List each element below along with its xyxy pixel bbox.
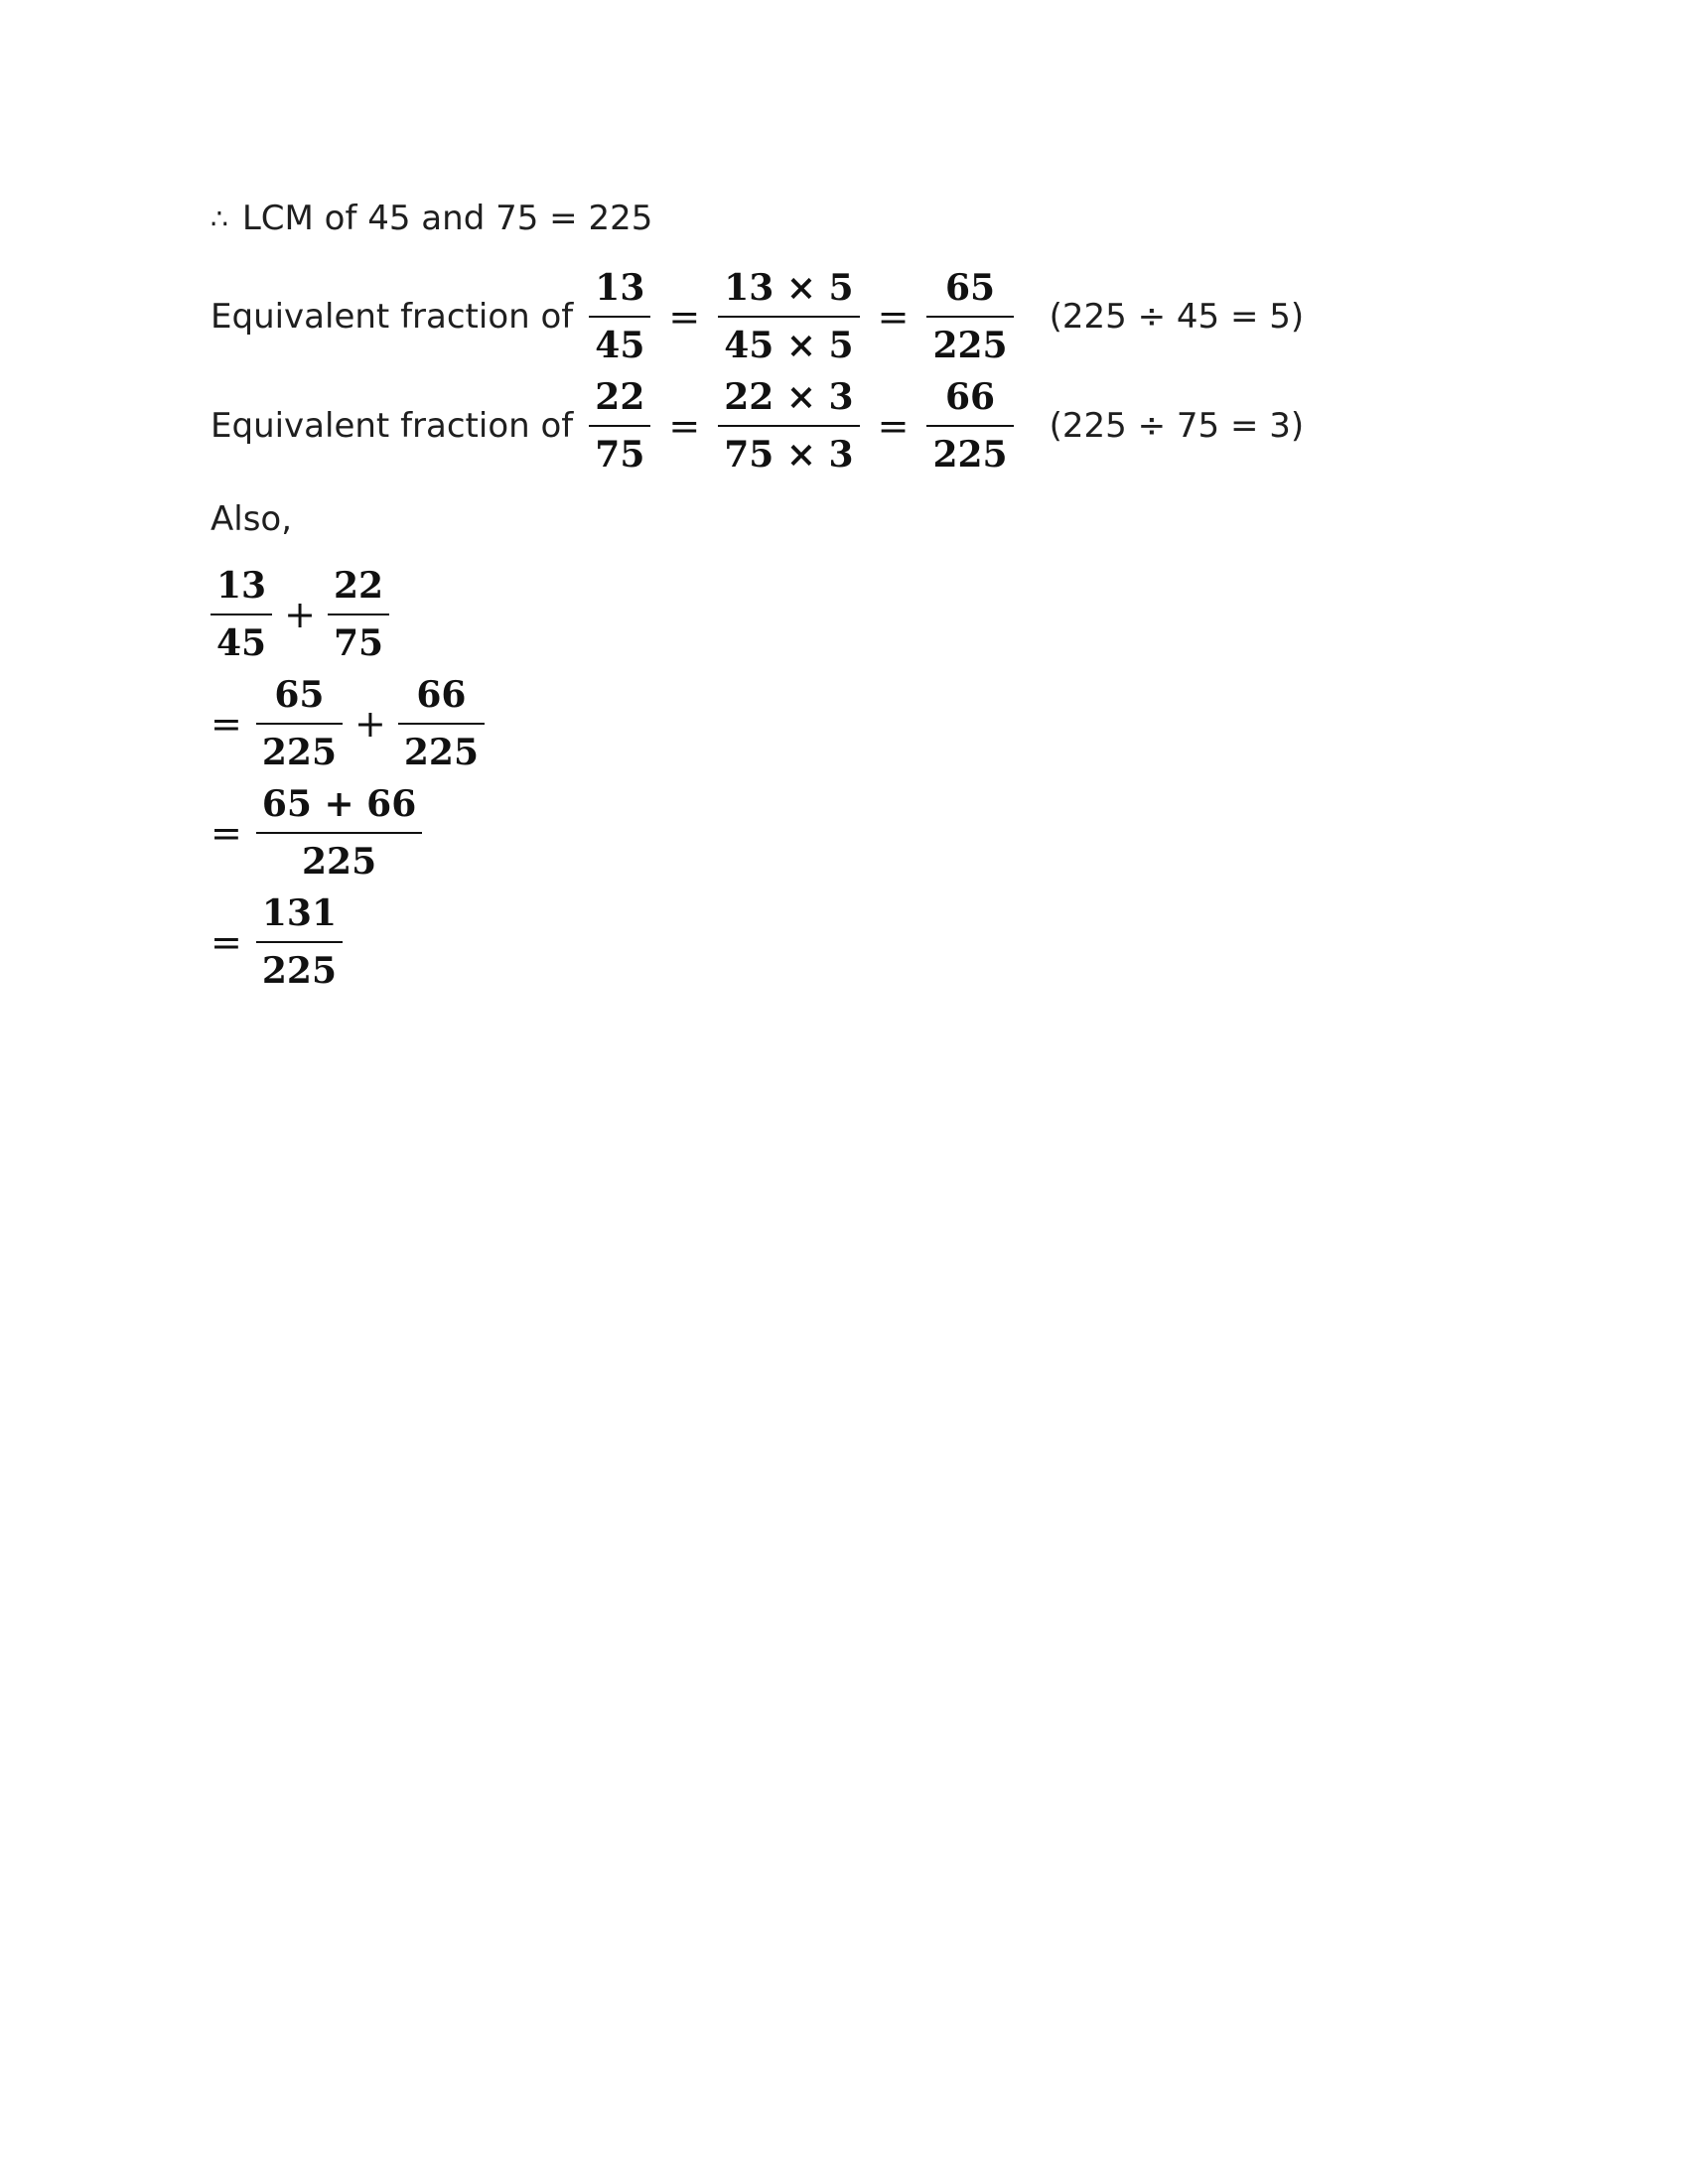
fraction-bar [926, 425, 1013, 427]
fraction-bar [589, 425, 650, 427]
numerator: 65 [944, 267, 996, 309]
numerator: 13 × 5 [724, 267, 854, 309]
numerator: 22 × 3 [724, 376, 854, 418]
also-text: Also, [211, 499, 293, 539]
numerator: 131 [261, 892, 337, 934]
denominator: 75 [333, 622, 384, 664]
lcm-text: LCM of 45 and 75 = 225 [241, 199, 653, 238]
fraction-bar [589, 316, 650, 318]
equals-sign: = [211, 920, 242, 964]
numerator: 65 [274, 674, 325, 716]
denominator: 45 × 5 [724, 325, 854, 366]
fraction-bar [398, 723, 485, 725]
fraction-bar [256, 723, 343, 725]
numerator: 13 [216, 565, 267, 607]
fraction-bar [718, 316, 859, 318]
denominator: 75 × 3 [724, 434, 854, 476]
equivalent-label: Equivalent fraction of [211, 297, 574, 337]
denominator: 225 [261, 950, 337, 992]
fraction-22-75 [589, 375, 650, 477]
fraction-bar [256, 832, 422, 834]
fraction-bar [718, 425, 859, 427]
equals-sign: = [211, 702, 242, 746]
fraction-131-225 [256, 891, 343, 993]
fraction-65-225 [256, 673, 343, 774]
fraction-13-45 [589, 266, 650, 367]
equals-sign: = [877, 295, 910, 339]
equals-sign: = [877, 404, 910, 448]
equals-sign: = [668, 295, 701, 339]
fraction-13x5-45x5 [718, 266, 859, 367]
numerator: 22 [333, 565, 384, 607]
denominator: 225 [403, 732, 479, 773]
denominator: 225 [932, 434, 1008, 476]
division-note: (225 ÷ 75 = 3) [1049, 406, 1305, 446]
sum-step-1 [211, 564, 389, 665]
fraction-bar [256, 941, 343, 943]
fraction-65plus66-225 [256, 782, 422, 884]
equals-sign: = [668, 404, 701, 448]
numerator: 65 + 66 [261, 783, 417, 825]
sum-step-4 [211, 891, 343, 993]
lcm-statement [211, 199, 652, 238]
fraction-bar [926, 316, 1013, 318]
fraction-bar [328, 614, 389, 615]
denominator: 225 [932, 325, 1008, 366]
numerator: 66 [944, 376, 996, 418]
therefore-symbol: ∴ [211, 202, 228, 235]
also-label [211, 499, 292, 539]
fraction-bar [211, 614, 272, 615]
denominator: 225 [301, 841, 377, 883]
numerator: 66 [416, 674, 467, 716]
fraction-22x3-75x3 [718, 375, 859, 477]
division-note: (225 ÷ 45 = 5) [1049, 297, 1305, 337]
fraction-66-225 [398, 673, 485, 774]
numerator: 13 [595, 267, 645, 309]
sum-step-3 [211, 782, 422, 884]
numerator: 22 [595, 376, 645, 418]
denominator: 45 [216, 622, 267, 664]
plus-sign: + [354, 702, 386, 746]
sum-step-2 [211, 673, 485, 774]
fraction-66-225 [926, 375, 1013, 477]
equivalent-fraction-row-2 [211, 375, 1304, 477]
plus-sign: + [284, 593, 316, 636]
denominator: 45 [595, 325, 645, 366]
denominator: 225 [261, 732, 337, 773]
equivalent-label: Equivalent fraction of [211, 406, 574, 446]
fraction-13-45 [211, 564, 272, 665]
denominator: 75 [595, 434, 645, 476]
equals-sign: = [211, 811, 242, 855]
fraction-22-75 [328, 564, 389, 665]
equivalent-fraction-row-1 [211, 266, 1304, 367]
fraction-65-225 [926, 266, 1013, 367]
